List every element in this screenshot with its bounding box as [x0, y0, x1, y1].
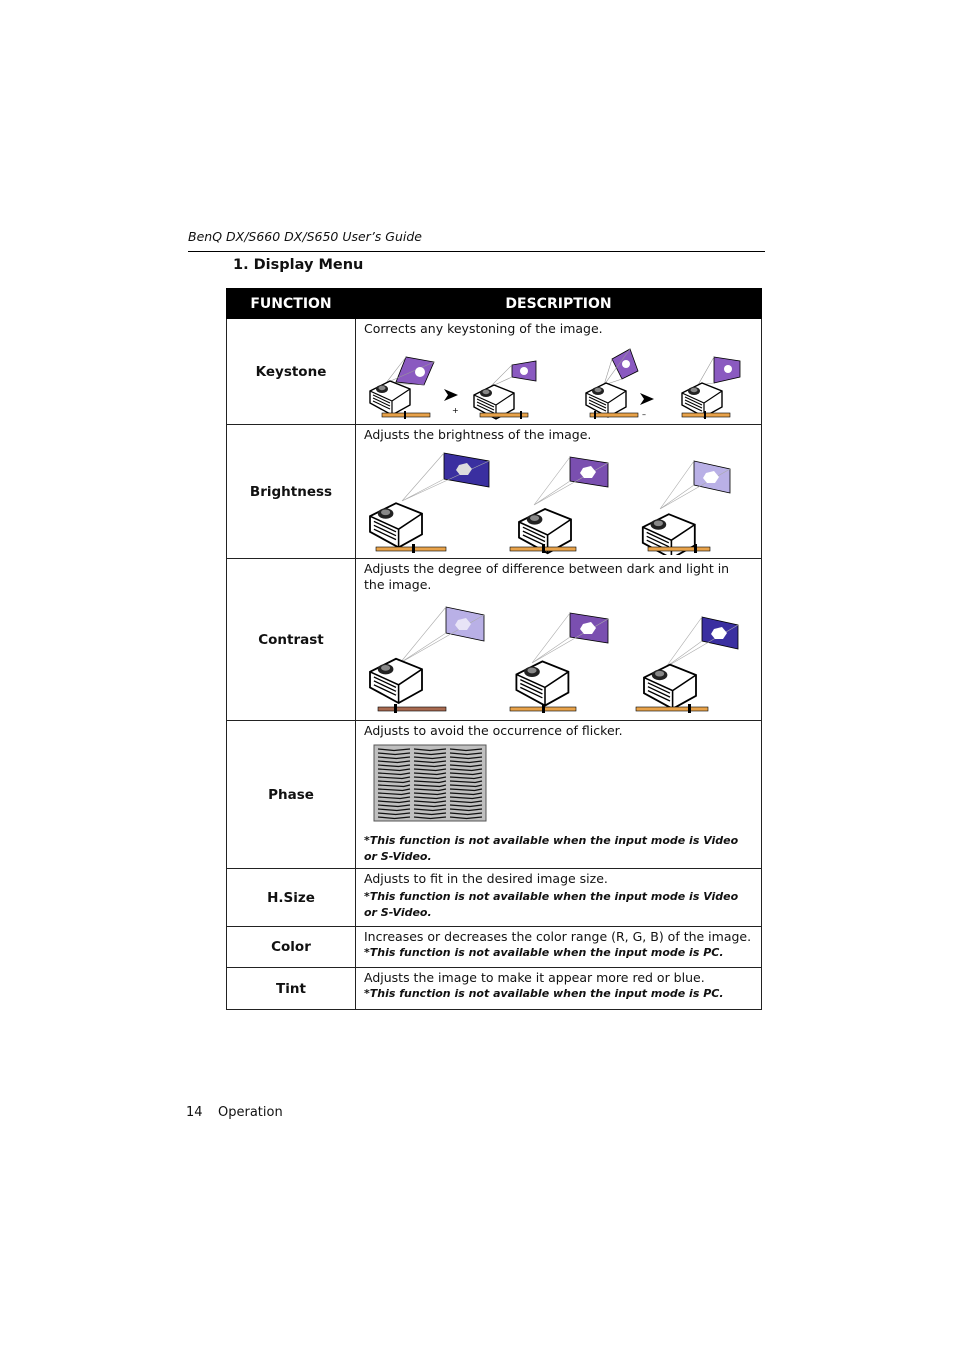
- table-row: [227, 927, 762, 968]
- description-text: Adjusts the degree of difference between dark and light in the image.: [364, 561, 730, 592]
- plus-label: +: [452, 406, 459, 415]
- brightness-dark: [370, 453, 489, 553]
- function-hsize: H.Size: [227, 869, 356, 927]
- function-color: Color: [227, 927, 356, 968]
- phase-illustration: [364, 739, 754, 831]
- description-text: Adjusts to fit in the desired image size.: [364, 871, 608, 886]
- description-cell: [356, 721, 762, 869]
- brightness-mid: [510, 457, 608, 553]
- brightness-illustration: [364, 443, 754, 555]
- function-phase: Phase: [227, 721, 356, 869]
- keystone-illustration: [364, 337, 754, 421]
- description-cell: [356, 927, 762, 968]
- keystone-step-3: [586, 349, 638, 419]
- running-header: BenQ DX/S660 DX/S650 User’s Guide: [188, 229, 422, 244]
- table-row: [227, 869, 762, 927]
- footer-section-label: Operation: [218, 1105, 283, 1120]
- brightness-light: [643, 461, 730, 555]
- function-keystone: Keystone: [227, 319, 356, 425]
- plus-arrow-icon: [444, 389, 458, 401]
- description-cell: [356, 869, 762, 927]
- availability-note: *This function is not available when the input mode is Video or S-Video.: [364, 834, 739, 863]
- contrast-high: [636, 617, 738, 713]
- description-cell: [356, 968, 762, 1010]
- description-text: Adjusts the image to make it appear more red or blue.: [364, 970, 705, 985]
- page-number: 14: [186, 1105, 203, 1120]
- keystone-step-2: [474, 361, 536, 419]
- table-row: [227, 559, 762, 721]
- header-rule: [188, 251, 765, 252]
- description-text: Corrects any keystoning of the image.: [364, 321, 603, 336]
- contrast-mid: [510, 613, 608, 713]
- contrast-illustration: [364, 593, 754, 717]
- contrast-low: [370, 607, 484, 713]
- display-menu-table: [226, 288, 762, 1010]
- description-header: DESCRIPTION: [356, 289, 762, 319]
- keystone-step-4: [682, 357, 740, 419]
- keystone-step-1: [370, 357, 434, 419]
- availability-note: *This function is not available when the input mode is PC.: [364, 987, 724, 1000]
- function-contrast: Contrast: [227, 559, 356, 721]
- section-title: 1. Display Menu: [233, 257, 364, 273]
- function-tint: Tint: [227, 968, 356, 1010]
- table-header-row: [227, 289, 762, 319]
- table-row: [227, 425, 762, 559]
- table-row: [227, 721, 762, 869]
- description-text: Adjusts the brightness of the image.: [364, 427, 592, 442]
- description-text: Adjusts to avoid the occurrence of flicker.: [364, 723, 623, 738]
- availability-note: *This function is not available when the input mode is PC.: [364, 946, 724, 959]
- table-row: [227, 968, 762, 1010]
- table-row: [227, 319, 762, 425]
- availability-note: *This function is not available when the input mode is Video or S-Video.: [364, 890, 739, 919]
- description-text: Increases or decreases the color range (R, G, B) of the image.: [364, 929, 752, 944]
- function-brightness: Brightness: [227, 425, 356, 559]
- minus-label: –: [642, 410, 646, 419]
- description-cell: [356, 319, 762, 425]
- function-header: FUNCTION: [227, 289, 356, 319]
- description-cell: [356, 425, 762, 559]
- description-cell: [356, 559, 762, 721]
- minus-arrow-icon: [640, 393, 654, 405]
